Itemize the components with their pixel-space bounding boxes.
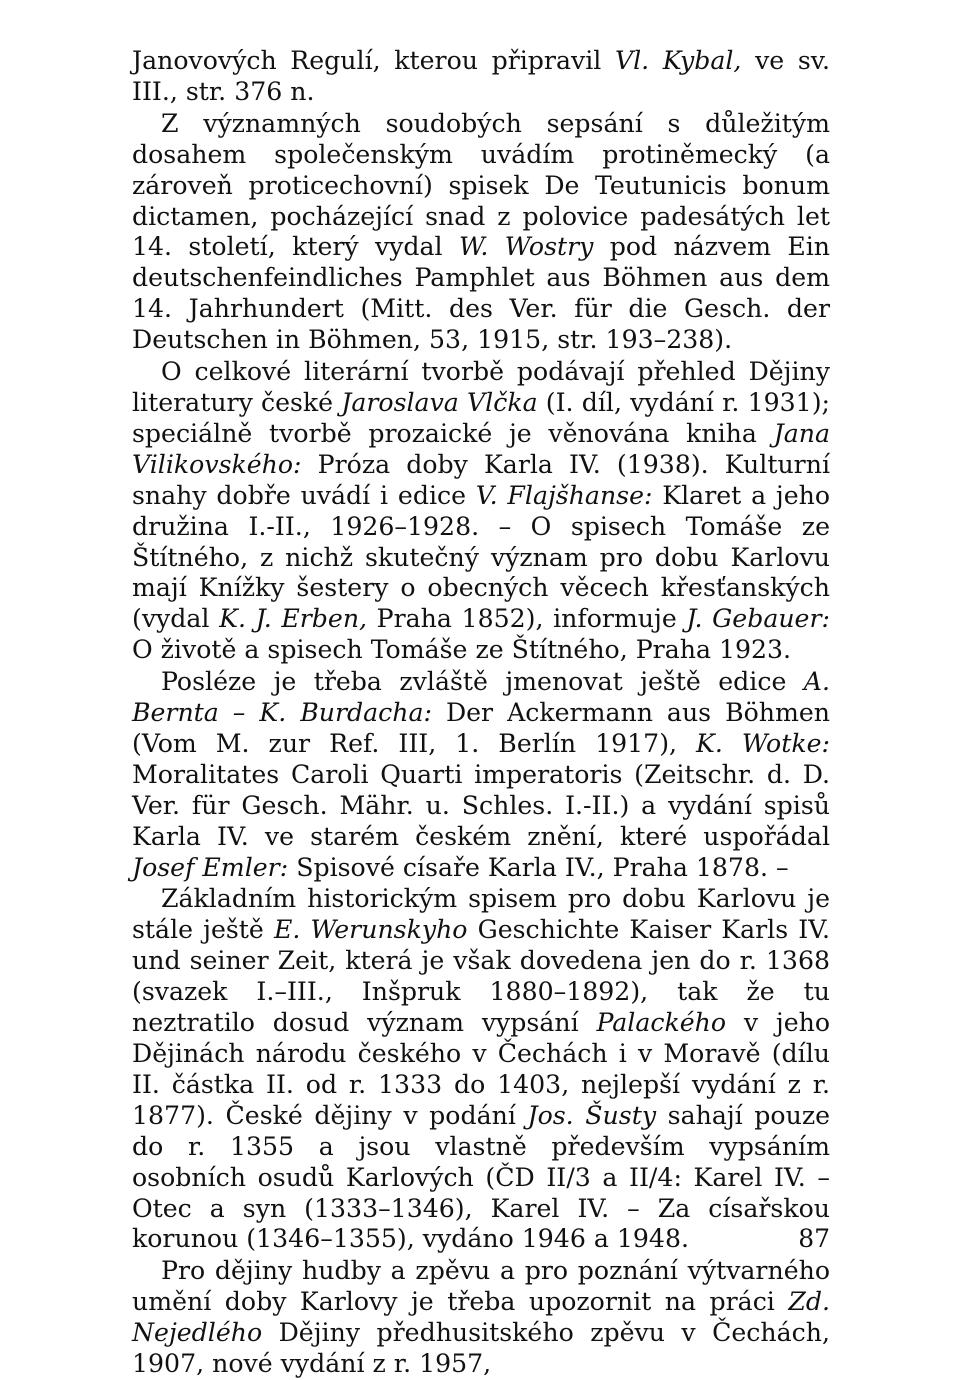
text-run: ve sv. III., str. 376 n. — [132, 46, 830, 106]
italic-reference: K. Wotke: — [696, 728, 830, 758]
text-run: Z významných soudobých sepsání s důležitým dosahem společenským uvádím protiněmecký (a zároveň proticechovní) spisek De Teutunicis bonum dictamen, pocházející snad z polovice padesátých let 14. století, který vydal — [132, 108, 830, 262]
paragraph — [132, 46, 830, 108]
text-run: Základním historickým spisem pro dobu Karlovu je stále ještě — [132, 884, 830, 945]
text-run: Klaret a jeho družina I.-II., 1926–1928. – O spisech Tomáše ze Štítného, z nichž skutečný význam pro dobu Karlovu mají Knížky šestery o obecných věcech křesťanských (vydal — [132, 480, 831, 634]
text-run: Der Ackermann aus Böhmen (Vom M. zur Ref. III, 1. Berlín 1917), — [132, 698, 831, 758]
text-run: Dějiny předhusitského zpěvu v Čechách, 1907, nové vydání z r. 1957, — [132, 1318, 830, 1379]
text-run: Geschichte Kaiser Karls IV. und seiner Zeit, která je však dovedena jen do r. 1368 (svazek I.–III., Inšpruk 1880–1892), tak že tu neztratilo dosud význam vypsání — [132, 915, 830, 1038]
italic-reference: E. Werunskyho — [273, 915, 468, 945]
italic-reference: Jana Vilikovského: — [132, 418, 830, 479]
italic-reference: Vl. Kybal, — [614, 46, 742, 75]
italic-reference: Josef Emler: — [132, 852, 289, 882]
italic-reference: V. Flajšhanse: — [475, 480, 653, 510]
italic-reference: Jos. Šusty — [527, 1100, 657, 1130]
italic-reference: J. Gebauer: — [686, 604, 830, 634]
italic-reference: Zd. Nejedlého — [132, 1287, 830, 1348]
paragraph — [132, 1256, 830, 1380]
text-run: O životě a spisech Tomáše ze Štítného, Praha 1923. — [132, 635, 792, 665]
italic-reference: Palackého — [596, 1008, 727, 1038]
italic-reference: W. Wostry — [458, 232, 594, 262]
text-run: O celkové literární tvorbě podávají přehled Dějiny literatury české — [132, 357, 830, 417]
italic-reference: A. Bernta – K. Burdacha: — [132, 667, 830, 728]
paragraph — [132, 667, 830, 883]
text-run: sahají pouze do r. 1355 a jsou vlastně především vypsáním osobních osudů Karlových (ČD II/3 a II/4: Karel IV. – Otec a syn (1333–1346), Karel IV. – Za císařskou korunou (1346–1355), vydáno 1946 a 1948. — [132, 1100, 830, 1254]
paragraph — [132, 109, 830, 356]
page-number: 87 — [798, 1224, 830, 1253]
text-run: Janovových Regulí, kterou připravil — [132, 46, 615, 75]
text-run: Praha 1852), informuje — [367, 604, 687, 634]
text-run: Spisové císaře Karla IV., Praha 1878. – — [288, 852, 789, 882]
text-run: v jeho Dějinách národu českého v Čechách i v Moravě (dílu II. částka II. od r. 1333 do 1403, nejlepší vydání z r. 1877). České dějiny v podání — [132, 1008, 830, 1130]
paragraph — [132, 884, 830, 1255]
italic-reference: Jaroslava Vlčka — [341, 387, 538, 417]
paragraph — [132, 357, 830, 666]
text-run: Moralitates Caroli Quarti imperatoris (Zeitschr. d. D. Ver. für Gesch. Mähr. u. Schles. I.-II.) a vydání spisů Karla IV. ve starém českém znění, které uspořádal — [132, 759, 830, 851]
page-text — [132, 46, 830, 1380]
text-run: Posléze je třeba zvláště jmenovat ještě edice — [161, 667, 804, 697]
text-run: (I. díl, vydání r. 1931); speciálně tvorbě prozaické je věnována kniha — [132, 387, 831, 448]
text-run: pod názvem Ein deutschenfeindliches Pamphlet aus Böhmen aus dem 14. Jahrhundert (Mitt. des Ver. für die Gesch. der Deutschen in Böhmen, 53, 1915, str. 193–238). — [132, 232, 831, 355]
text-run: Próza doby Karla IV. (1938). Kulturní snahy dobře uvádí i edice — [132, 449, 830, 510]
text-run: Pro dějiny hudby a zpěvu a pro poznání výtvarného umění doby Karlovy je třeba upozornit na práci — [132, 1256, 830, 1317]
italic-reference: K. J. Erben, — [219, 604, 368, 634]
